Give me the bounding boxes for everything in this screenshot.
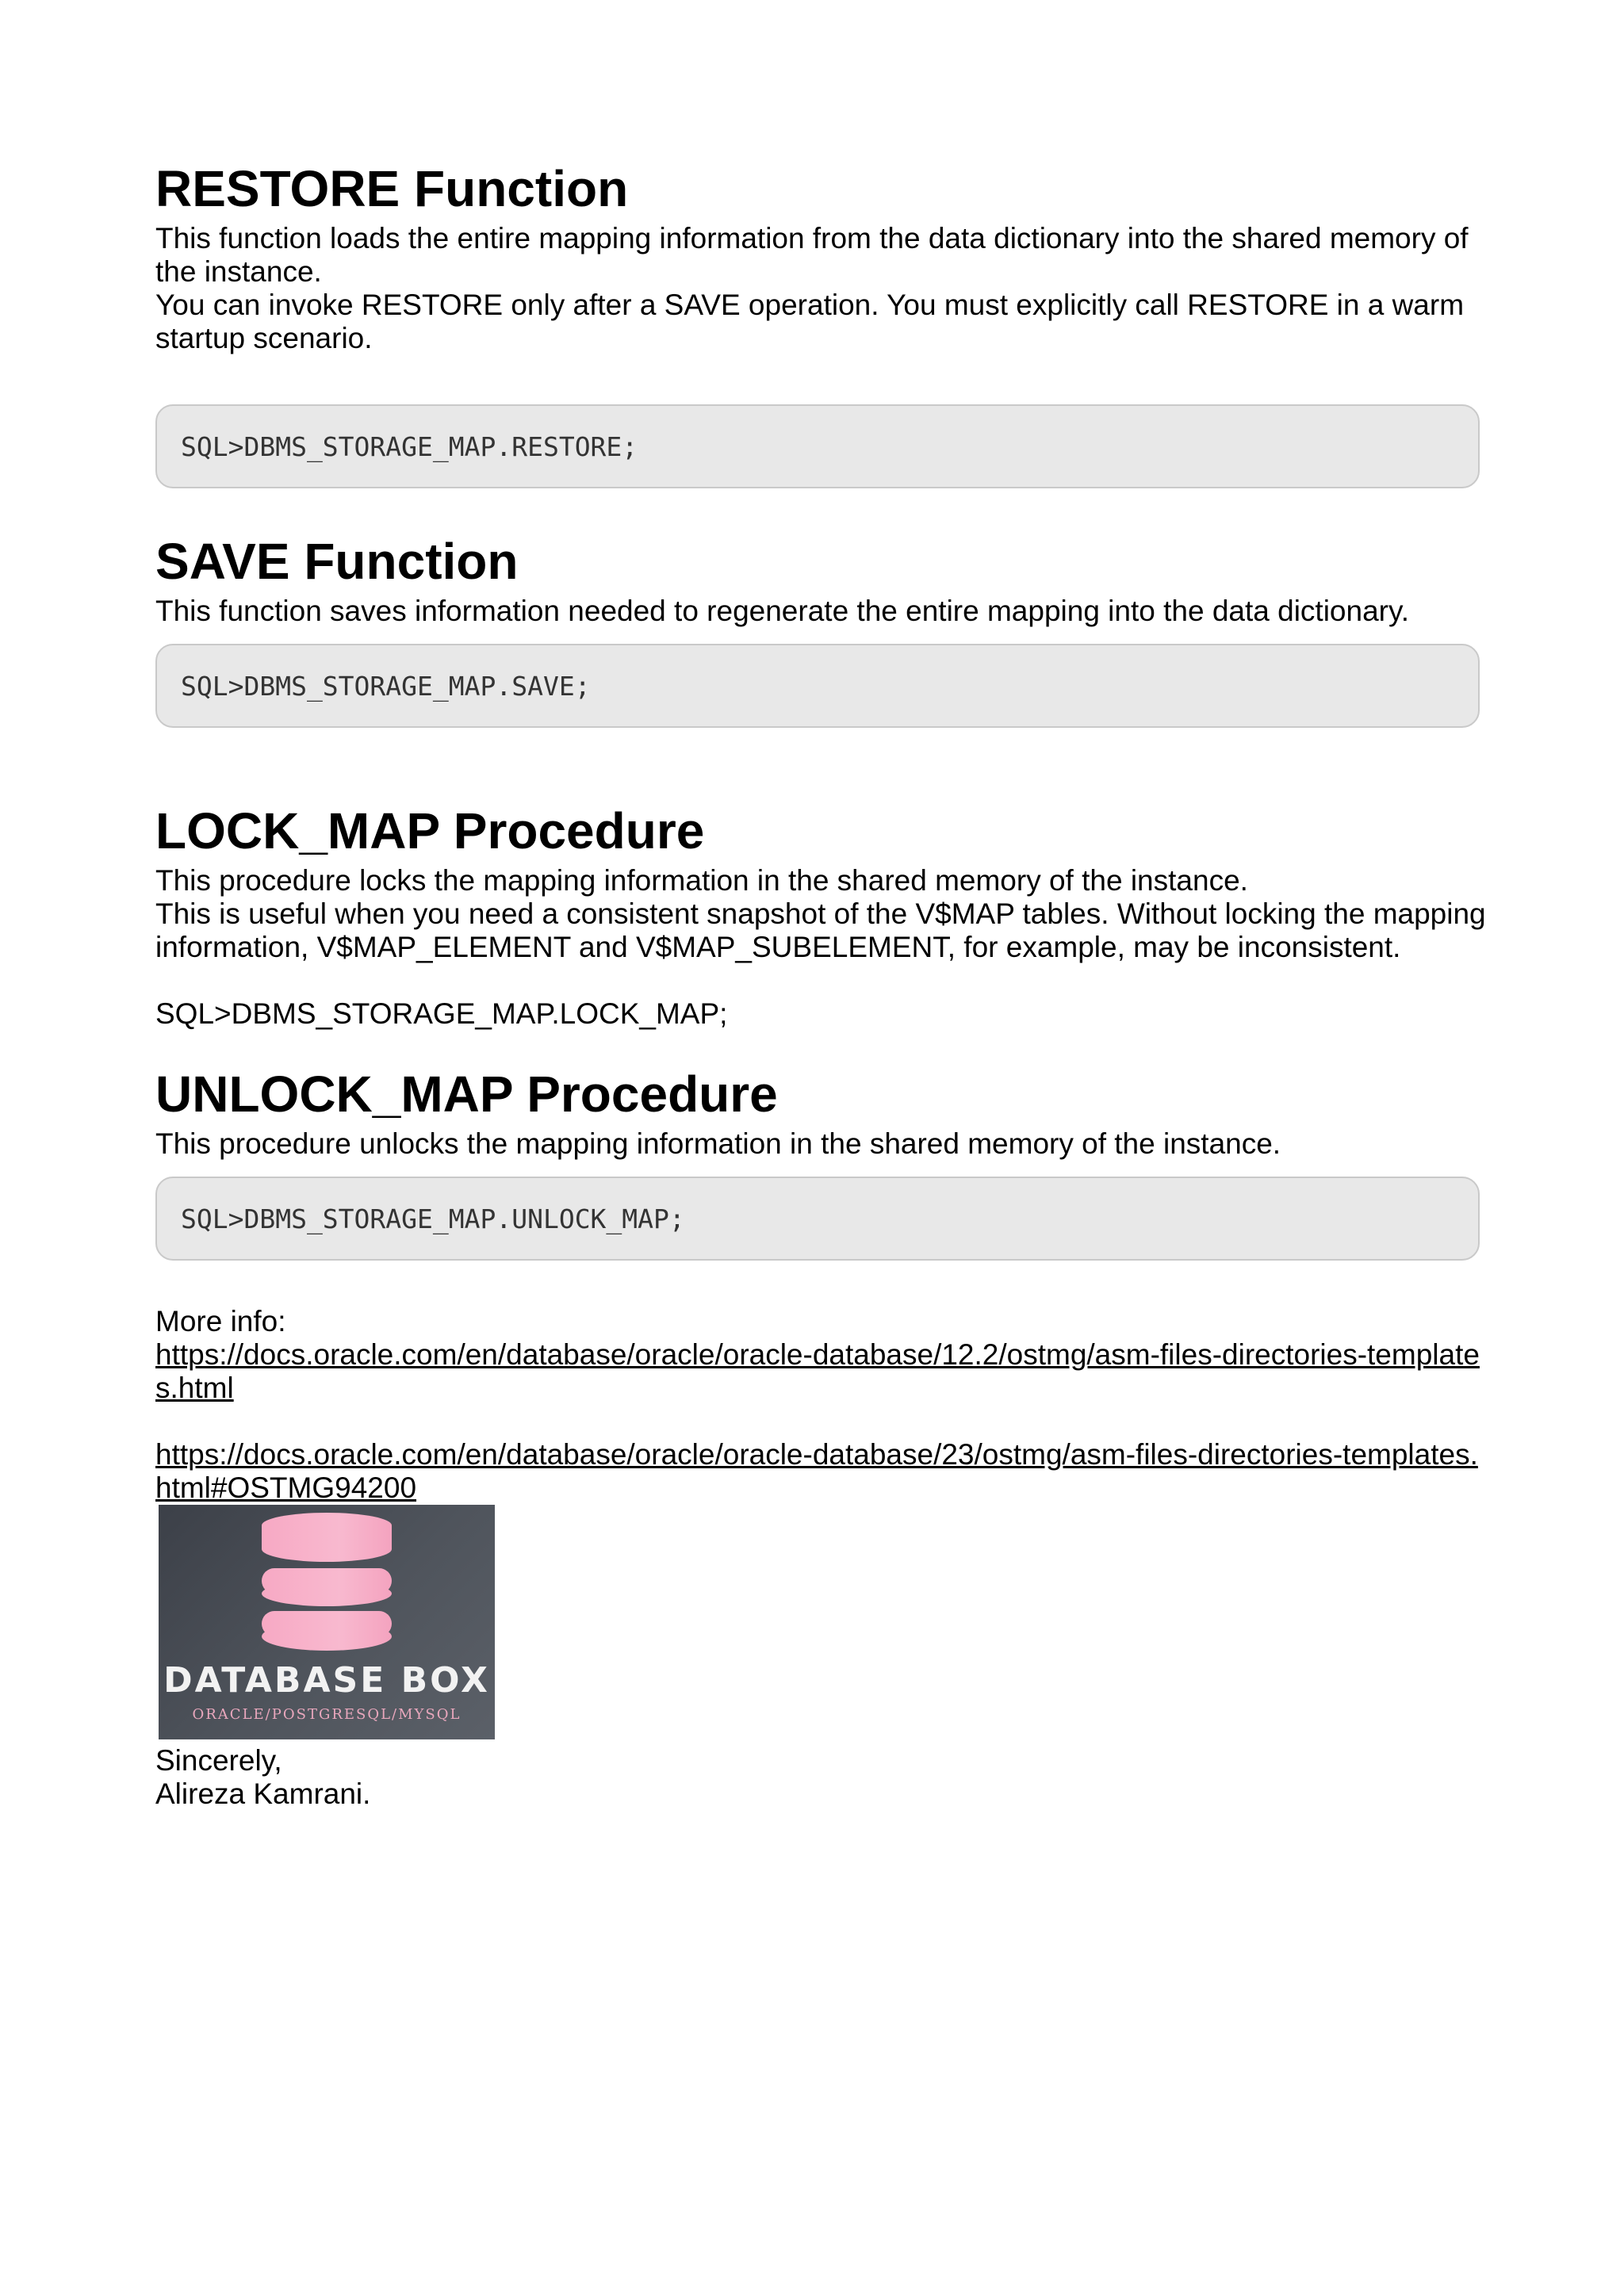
logo-subtitle: ORACLE/POSTGRESQL/MYSQL [192, 1706, 462, 1723]
lock-map-code: SQL>DBMS_STORAGE_MAP.LOCK_MAP; [155, 997, 728, 1030]
restore-code: SQL>DBMS_STORAGE_MAP.RESTORE; [181, 430, 638, 462]
restore-code-block [155, 404, 1480, 488]
restore-description-2: You can invoke RESTORE only after a SAVE operation. You must explicitly call RESTORE in a warm startup scenario. [155, 289, 1465, 354]
logo-title: DATABASE BOX [163, 1660, 490, 1701]
signature-name: Alireza Kamrani. [155, 1777, 371, 1810]
unlock-map-description: This procedure unlocks the mapping information in the shared memory of the instance. [155, 1127, 1281, 1160]
save-heading: SAVE Function [155, 533, 519, 590]
database-box-logo [159, 1505, 495, 1739]
save-description: This function saves information needed to regenerate the entire mapping into the data dictionary. [155, 595, 1410, 627]
restore-heading: RESTORE Function [155, 160, 629, 217]
save-code: SQL>DBMS_STORAGE_MAP.SAVE; [181, 670, 591, 702]
unlock-map-code-block [155, 1177, 1480, 1261]
save-code-block [155, 644, 1480, 728]
signature-closing: Sincerely, [155, 1744, 282, 1777]
more-info-label: More info: [155, 1305, 286, 1337]
unlock-map-code: SQL>DBMS_STORAGE_MAP.UNLOCK_MAP; [181, 1203, 685, 1234]
lock-map-description-1: This procedure locks the mapping information in the shared memory of the instance. [155, 864, 1248, 897]
document-page [155, 155, 1488, 1811]
lock-map-description-2: This is useful when you need a consistent snapshot of the V$MAP tables. Without locking the mapping information, V$MAP_ELEMENT and V$MAP_SUBELEMENT, for example, may be inconsistent. [155, 897, 1486, 963]
lock-map-heading: LOCK_MAP Procedure [155, 802, 705, 859]
oracle-docs-link-23[interactable]: https://docs.oracle.com/en/database/oracle/oracle-database/23/ostmg/asm-files-directories-templates.html#OSTMG94200 [155, 1438, 1478, 1504]
database-stack-icon [159, 1505, 495, 1663]
oracle-docs-link-12-2[interactable]: https://docs.oracle.com/en/database/oracle/oracle-database/12.2/ostmg/asm-files-directories-templates.html [155, 1338, 1480, 1404]
unlock-map-heading: UNLOCK_MAP Procedure [155, 1066, 778, 1123]
restore-description-1: This function loads the entire mapping information from the data dictionary into the shared memory of the instance. [155, 222, 1469, 288]
